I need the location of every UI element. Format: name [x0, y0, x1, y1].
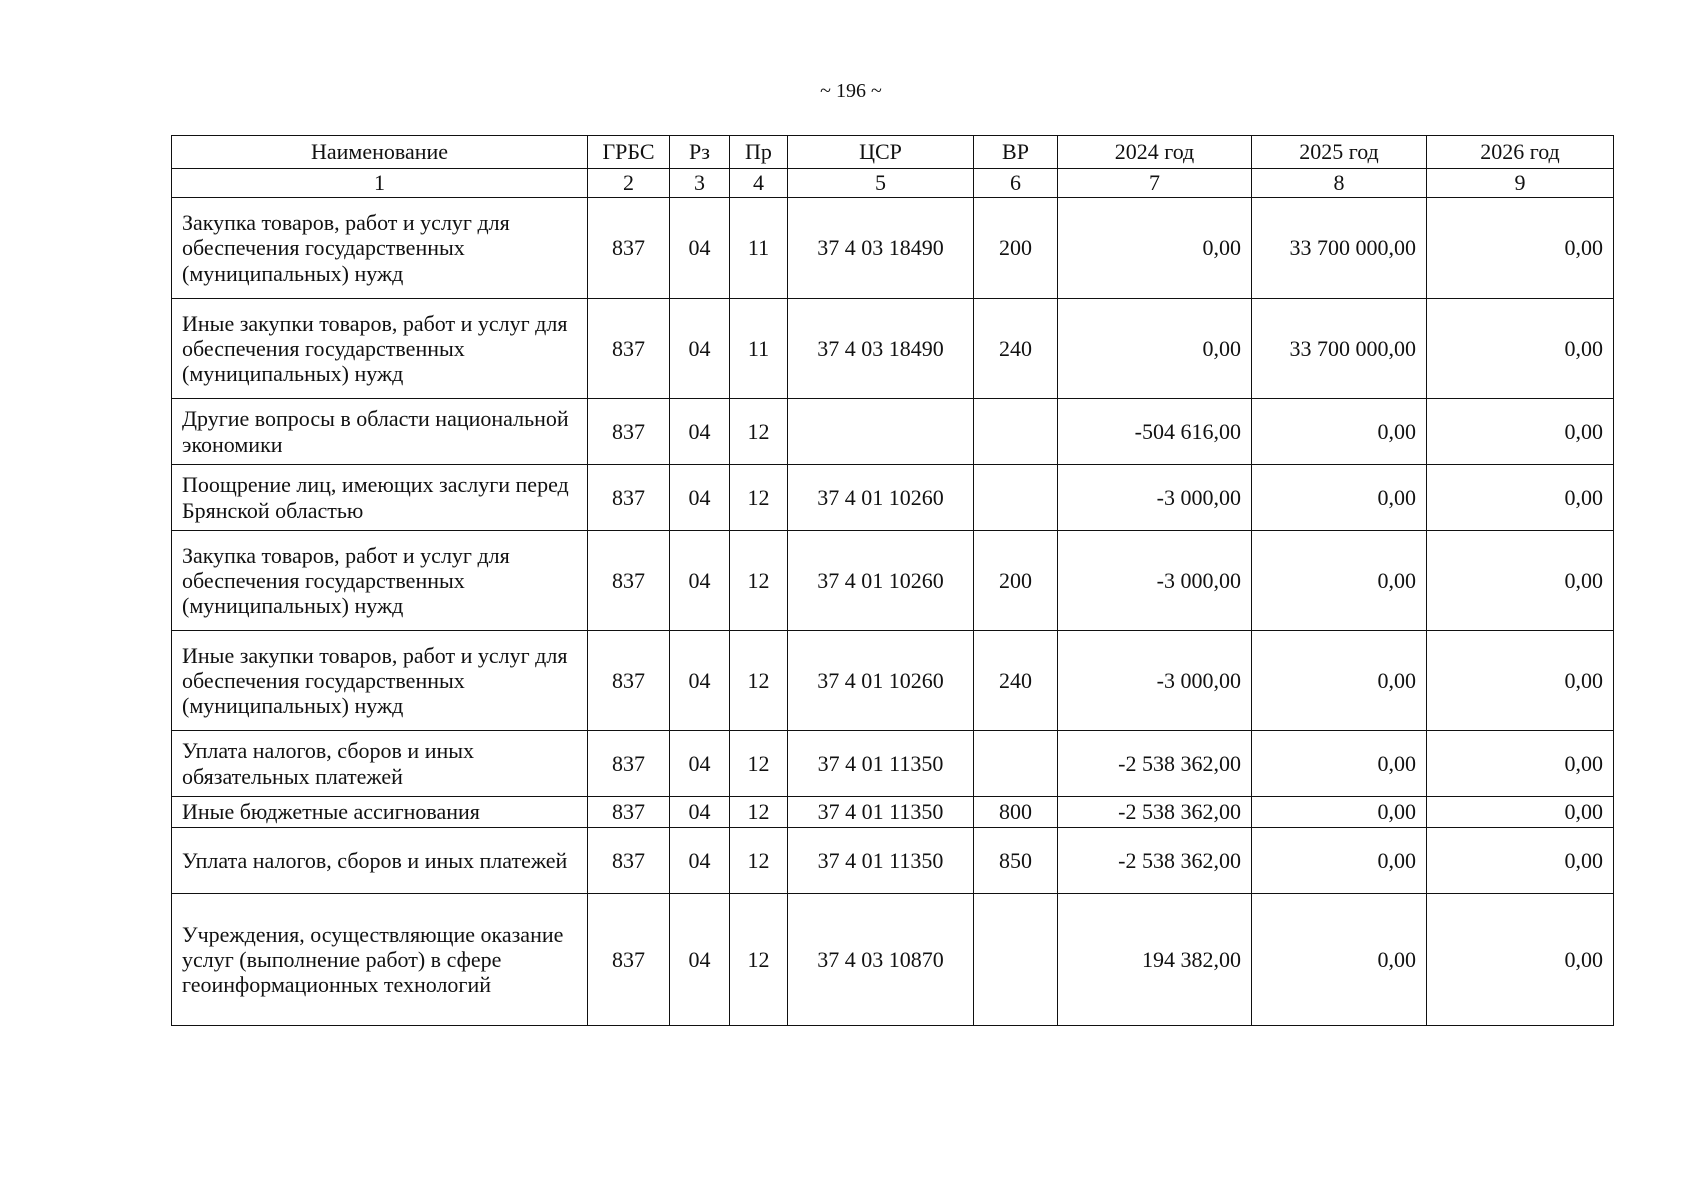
cell-rz: 04: [670, 531, 730, 631]
cell-2024: -504 616,00: [1058, 399, 1252, 465]
cell-2025: 0,00: [1252, 465, 1427, 531]
cell-grbs: 837: [588, 399, 670, 465]
header-2024: 2024 год: [1058, 136, 1252, 169]
cell-2024: 194 382,00: [1058, 894, 1252, 1026]
cell-2025: 33 700 000,00: [1252, 198, 1427, 299]
cell-name: Закупка товаров, работ и услуг для обеспечения государственных (муниципальных) нужд: [172, 531, 588, 631]
header-csr: ЦСР: [788, 136, 974, 169]
cell-grbs: 837: [588, 731, 670, 797]
cell-2026: 0,00: [1427, 531, 1614, 631]
cell-name: Иные бюджетные ассигнования: [172, 797, 588, 828]
cell-2025: 0,00: [1252, 828, 1427, 894]
cell-grbs: 837: [588, 198, 670, 299]
cell-2025: 0,00: [1252, 797, 1427, 828]
table-row: [172, 631, 1614, 731]
cell-rz: 04: [670, 399, 730, 465]
cell-2026: 0,00: [1427, 399, 1614, 465]
header-row: [172, 136, 1614, 169]
cell-rz: 04: [670, 299, 730, 399]
cell-2026: 0,00: [1427, 198, 1614, 299]
cell-2024: 0,00: [1058, 299, 1252, 399]
cell-rz: 04: [670, 198, 730, 299]
cell-csr: [788, 399, 974, 465]
cell-rz: 04: [670, 797, 730, 828]
cell-2024: -3 000,00: [1058, 531, 1252, 631]
cell-2025: 33 700 000,00: [1252, 299, 1427, 399]
cell-vr: [974, 894, 1058, 1026]
cell-grbs: 837: [588, 894, 670, 1026]
cell-pr: 12: [730, 894, 788, 1026]
cell-grbs: 837: [588, 631, 670, 731]
cell-pr: 12: [730, 465, 788, 531]
cell-2026: 0,00: [1427, 828, 1614, 894]
cell-name: Закупка товаров, работ и услуг для обеспечения государственных (муниципальных) нужд: [172, 198, 588, 299]
cell-csr: 37 4 01 10260: [788, 531, 974, 631]
cell-2026: 0,00: [1427, 797, 1614, 828]
cell-grbs: 837: [588, 299, 670, 399]
header-name: Наименование: [172, 136, 588, 169]
cell-vr: 240: [974, 299, 1058, 399]
table-row: [172, 828, 1614, 894]
table-row: [172, 731, 1614, 797]
cell-vr: 850: [974, 828, 1058, 894]
table-row: [172, 198, 1614, 299]
cell-csr: 37 4 01 11350: [788, 828, 974, 894]
table-row: [172, 894, 1614, 1026]
cell-pr: 12: [730, 531, 788, 631]
cell-csr: 37 4 01 10260: [788, 631, 974, 731]
table-row: [172, 465, 1614, 531]
cell-2024: 0,00: [1058, 198, 1252, 299]
cell-pr: 12: [730, 797, 788, 828]
cell-vr: 240: [974, 631, 1058, 731]
cell-pr: 12: [730, 631, 788, 731]
budget-table: [171, 135, 1614, 1026]
cell-vr: [974, 465, 1058, 531]
cell-pr: 12: [730, 399, 788, 465]
cell-vr: 200: [974, 531, 1058, 631]
cell-rz: 04: [670, 731, 730, 797]
cell-name: Другие вопросы в области национальной экономики: [172, 399, 588, 465]
cell-csr: 37 4 01 10260: [788, 465, 974, 531]
header-vr: ВР: [974, 136, 1058, 169]
cell-2025: 0,00: [1252, 894, 1427, 1026]
cell-2025: 0,00: [1252, 731, 1427, 797]
header-grbs: ГРБС: [588, 136, 670, 169]
cell-grbs: 837: [588, 828, 670, 894]
cell-2026: 0,00: [1427, 465, 1614, 531]
cell-rz: 04: [670, 465, 730, 531]
cell-rz: 04: [670, 828, 730, 894]
cell-vr: 200: [974, 198, 1058, 299]
table-row: [172, 399, 1614, 465]
column-number: 7: [1058, 169, 1252, 198]
cell-csr: 37 4 01 11350: [788, 731, 974, 797]
cell-2025: 0,00: [1252, 399, 1427, 465]
cell-2024: -2 538 362,00: [1058, 797, 1252, 828]
cell-name: Иные закупки товаров, работ и услуг для обеспечения государственных (муниципальных) нужд: [172, 631, 588, 731]
cell-2024: -3 000,00: [1058, 465, 1252, 531]
cell-pr: 11: [730, 299, 788, 399]
cell-2025: 0,00: [1252, 631, 1427, 731]
cell-name: Учреждения, осуществляющие оказание услуг (выполнение работ) в сфере геоинформационных технологий: [172, 894, 588, 1026]
header-2025: 2025 год: [1252, 136, 1427, 169]
cell-csr: 37 4 01 11350: [788, 797, 974, 828]
cell-grbs: 837: [588, 465, 670, 531]
cell-name: Иные закупки товаров, работ и услуг для обеспечения государственных (муниципальных) нужд: [172, 299, 588, 399]
column-number: 8: [1252, 169, 1427, 198]
cell-2026: 0,00: [1427, 631, 1614, 731]
cell-2026: 0,00: [1427, 299, 1614, 399]
page-number: ~ 196 ~: [820, 80, 882, 102]
column-number: 4: [730, 169, 788, 198]
cell-rz: 04: [670, 631, 730, 731]
cell-rz: 04: [670, 894, 730, 1026]
cell-pr: 12: [730, 731, 788, 797]
column-number: 5: [788, 169, 974, 198]
cell-csr: 37 4 03 10870: [788, 894, 974, 1026]
cell-pr: 11: [730, 198, 788, 299]
header-rz: Рз: [670, 136, 730, 169]
cell-name: Уплата налогов, сборов и иных обязательных платежей: [172, 731, 588, 797]
cell-name: Поощрение лиц, имеющих заслуги перед Брянской областью: [172, 465, 588, 531]
column-number: 3: [670, 169, 730, 198]
cell-2025: 0,00: [1252, 531, 1427, 631]
column-number: 6: [974, 169, 1058, 198]
table-row: [172, 531, 1614, 631]
cell-name: Уплата налогов, сборов и иных платежей: [172, 828, 588, 894]
column-number-row: [172, 169, 1614, 198]
header-pr: Пр: [730, 136, 788, 169]
cell-2024: -2 538 362,00: [1058, 731, 1252, 797]
column-number: 9: [1427, 169, 1614, 198]
cell-grbs: 837: [588, 531, 670, 631]
header-2026: 2026 год: [1427, 136, 1614, 169]
cell-grbs: 837: [588, 797, 670, 828]
cell-csr: 37 4 03 18490: [788, 299, 974, 399]
column-number: 1: [172, 169, 588, 198]
cell-2024: -2 538 362,00: [1058, 828, 1252, 894]
table-row: [172, 299, 1614, 399]
cell-2026: 0,00: [1427, 894, 1614, 1026]
cell-csr: 37 4 03 18490: [788, 198, 974, 299]
cell-vr: [974, 399, 1058, 465]
table-row: [172, 797, 1614, 828]
cell-2026: 0,00: [1427, 731, 1614, 797]
cell-vr: [974, 731, 1058, 797]
cell-vr: 800: [974, 797, 1058, 828]
cell-pr: 12: [730, 828, 788, 894]
cell-2024: -3 000,00: [1058, 631, 1252, 731]
column-number: 2: [588, 169, 670, 198]
